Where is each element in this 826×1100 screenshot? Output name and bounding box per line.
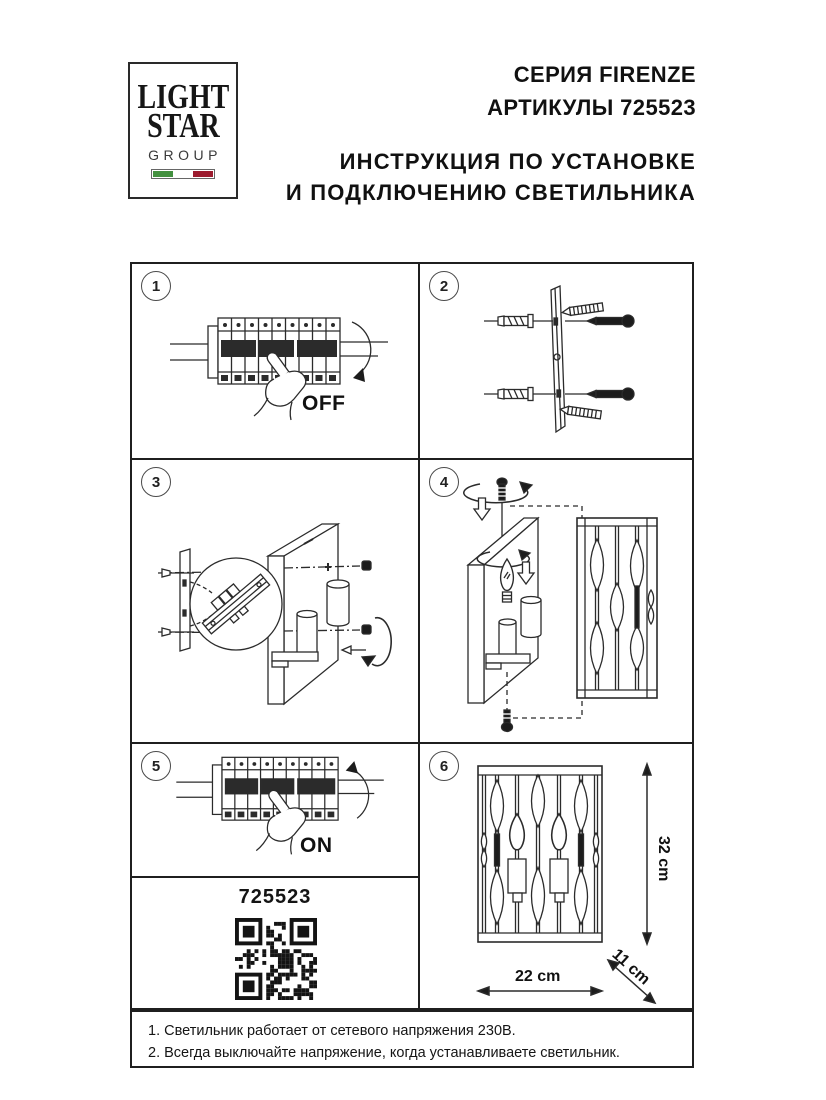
- mounting-screw-icon: [565, 388, 634, 400]
- wall-anchor-icon: [484, 388, 556, 401]
- decorative-shade-icon: [577, 518, 657, 698]
- step-6-panel: [420, 744, 692, 1008]
- step-1-panel: [132, 264, 420, 460]
- circuit-breaker-off-illustration: [164, 296, 396, 448]
- qr-finder-pattern: [290, 918, 317, 945]
- qr-finder-pattern: [235, 973, 262, 1000]
- series-title: СЕРИЯ FIRENZE: [513, 62, 696, 87]
- step-1-number: 1: [141, 271, 171, 301]
- base-attachment-illustration: [132, 460, 420, 744]
- step-3-number: 3: [141, 467, 171, 497]
- safety-notes: [130, 1010, 694, 1068]
- article-qr-panel: [132, 878, 420, 1008]
- circuit-breaker-on-illustration: [170, 744, 392, 882]
- step-5-number: 5: [141, 751, 171, 781]
- document-header: [286, 58, 696, 208]
- step-5-panel: [132, 744, 420, 878]
- qr-code: [235, 918, 317, 1000]
- article-number: 725523: [238, 886, 312, 908]
- mounting-screw-icon: [565, 315, 634, 327]
- step-3-panel: [132, 460, 420, 744]
- mounting-bracket-anchors-illustration: [420, 264, 692, 460]
- bulb-and-shade-assembly-illustration: [420, 460, 692, 744]
- lamp-socket-icon: [521, 597, 541, 638]
- logo-word-light: LIGHT: [137, 76, 229, 116]
- logo-word-group: GROUP: [148, 147, 222, 164]
- switch-up-arrow-icon: [346, 761, 369, 818]
- breaker-on-label: ON: [300, 834, 333, 857]
- italian-flag-icon: [151, 169, 215, 179]
- instruction-title-line1: ИНСТРУКЦИЯ ПО УСТАНОВКЕ: [339, 149, 696, 174]
- logo-word-star: STAR: [146, 106, 220, 145]
- steps-grid: [130, 262, 694, 1010]
- article-title: АРТИКУЛЫ 725523: [487, 95, 696, 120]
- width-dimension-label: 22 cm: [515, 968, 561, 985]
- step-6-number: 6: [429, 751, 459, 781]
- width-dimension-arrow: [478, 987, 602, 995]
- qr-finder-pattern: [235, 918, 262, 945]
- depth-dimension-label: 11 cm: [608, 946, 654, 989]
- safety-note-2: 2. Всегда выключайте напряжение, когда устанавливаете светильник.: [148, 1045, 620, 1062]
- step-2-number: 2: [429, 271, 459, 301]
- step-2-panel: [420, 264, 692, 460]
- wall-anchor-icon: [484, 315, 553, 328]
- step-4-number: 4: [429, 467, 459, 497]
- step-4-panel: [420, 460, 692, 744]
- lamp-socket-icon: [327, 580, 349, 626]
- instruction-title-line2: И ПОДКЛЮЧЕНИЮ СВЕТИЛЬНИКА: [285, 180, 696, 206]
- breaker-off-label: OFF: [302, 392, 346, 415]
- safety-note-1: 1. Светильник работает от сетевого напряжения 230В.: [148, 1023, 516, 1039]
- lightstar-logo: [128, 62, 238, 199]
- height-dimension-label: 32 cm: [655, 836, 672, 882]
- switch-down-arrow-icon: [352, 322, 371, 382]
- height-dimension-arrow: [643, 764, 651, 944]
